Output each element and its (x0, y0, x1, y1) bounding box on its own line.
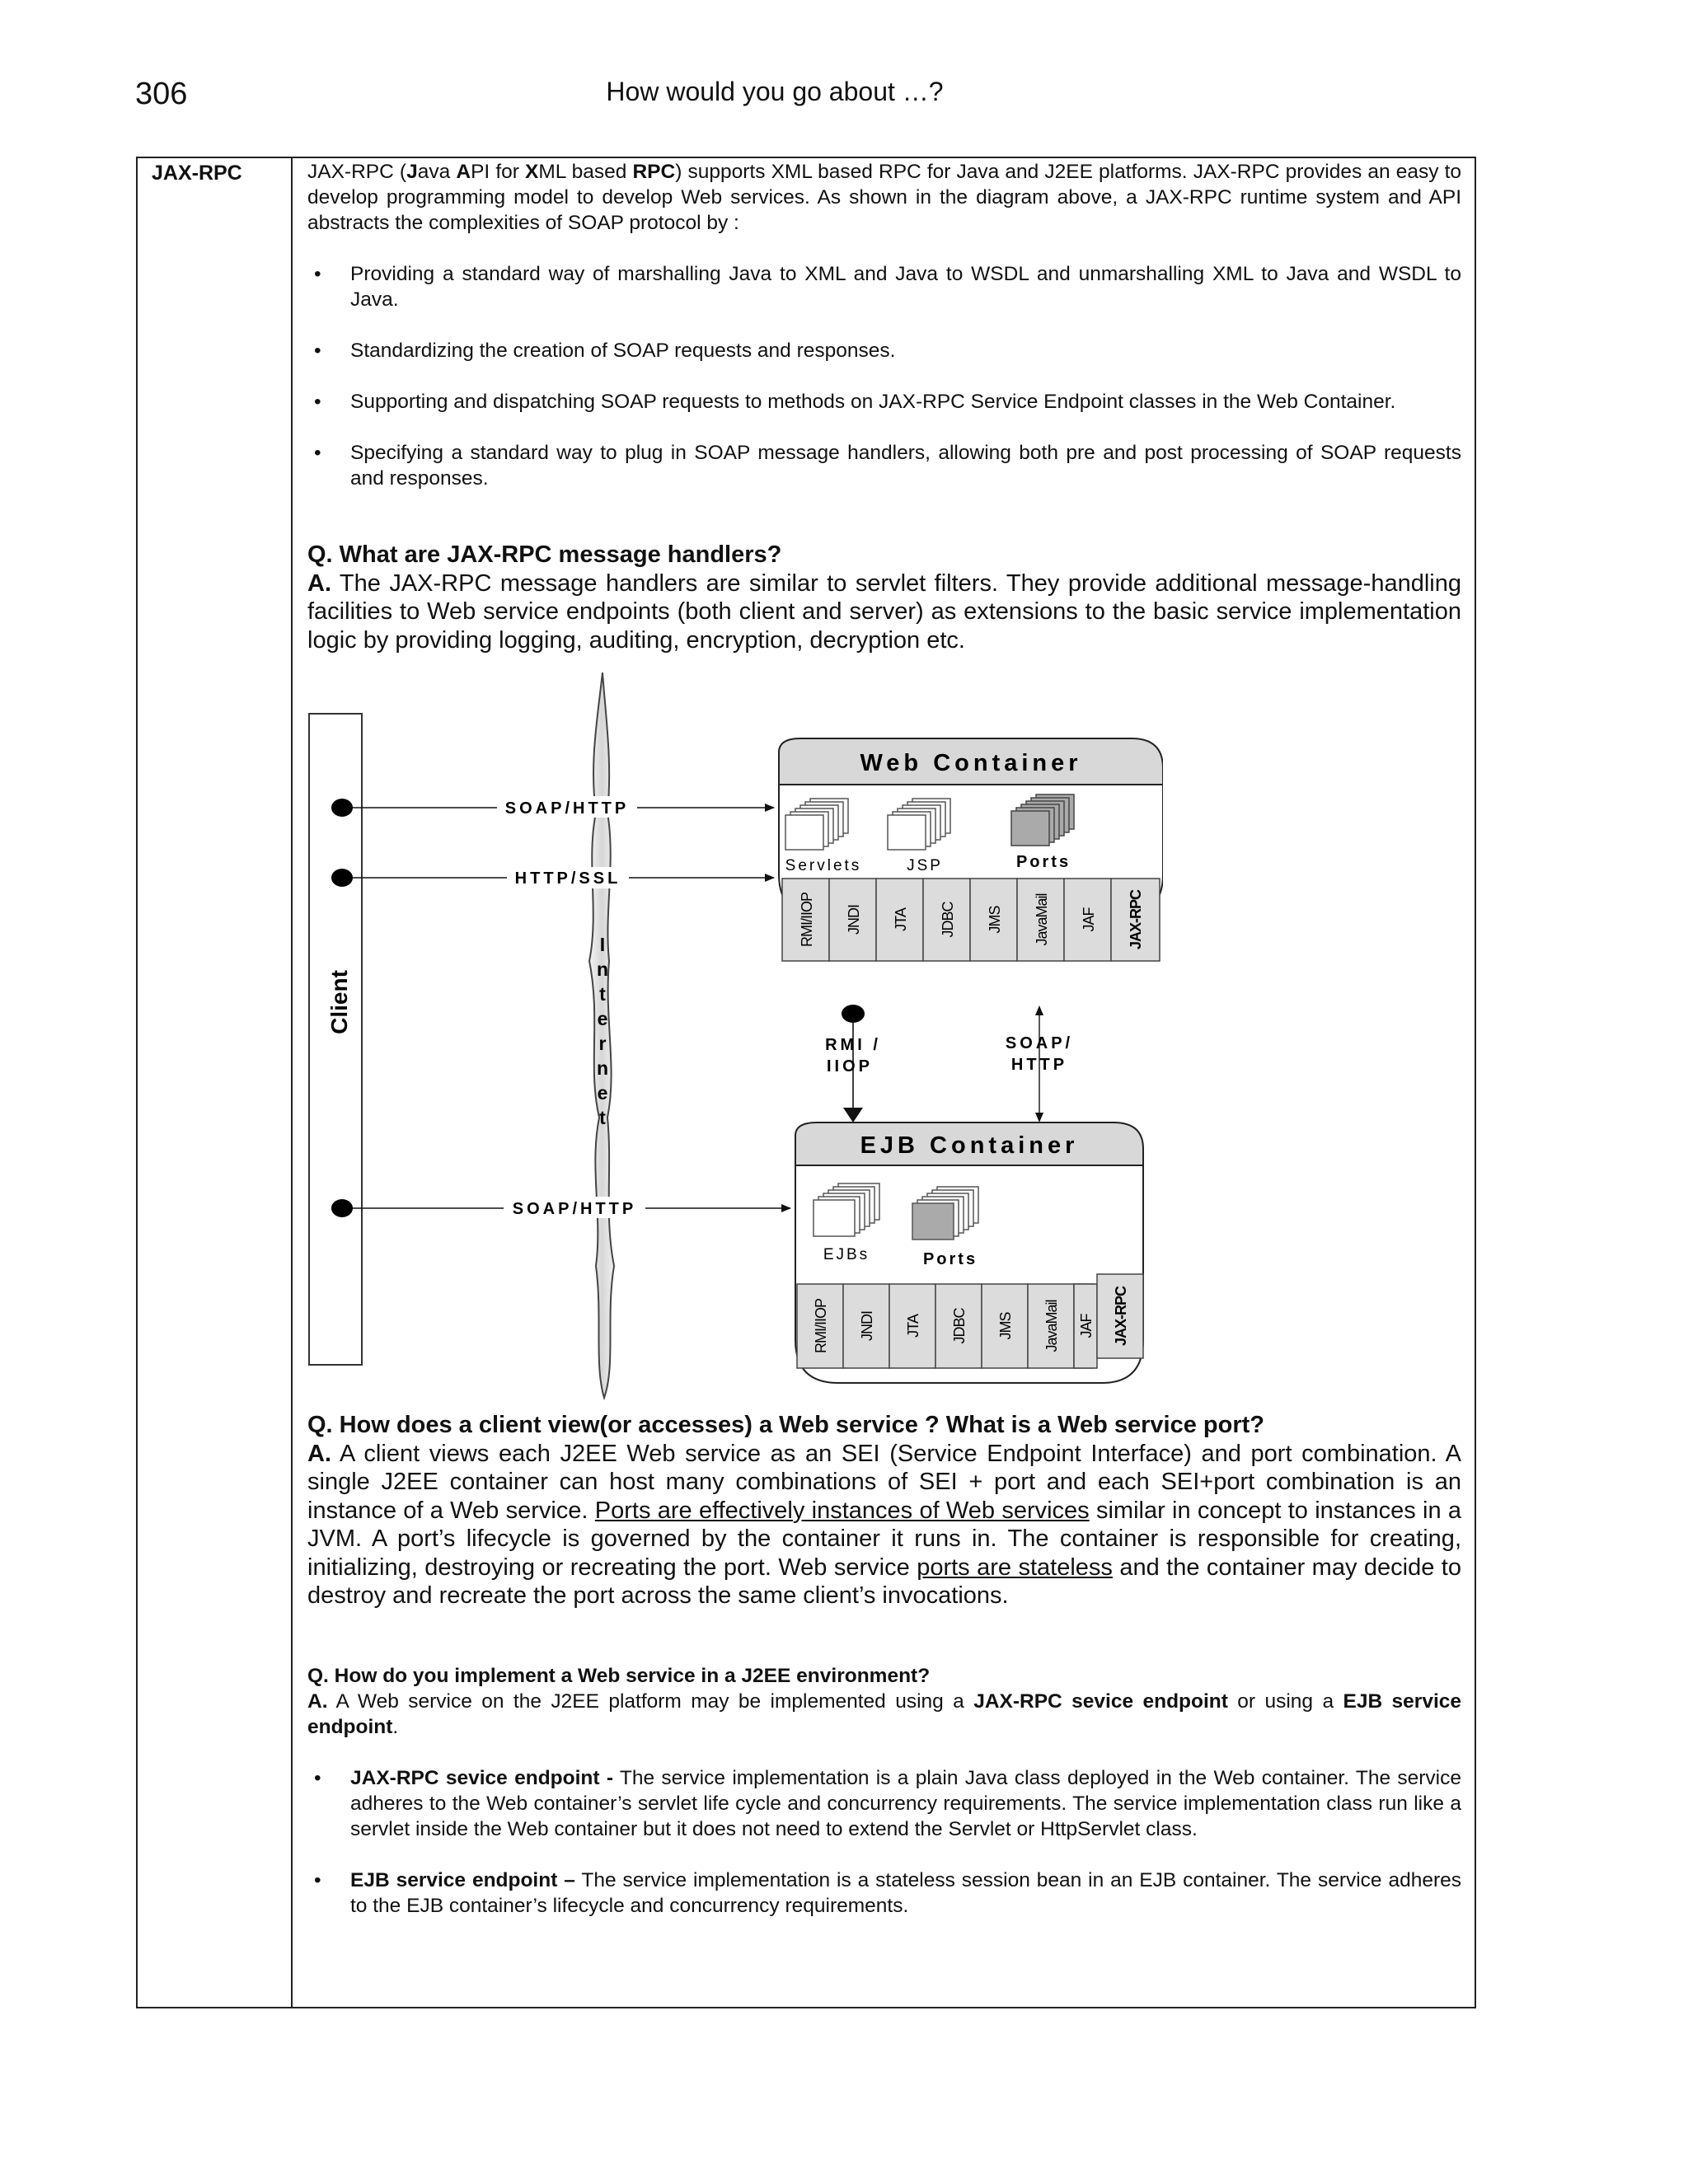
api-label: JMS (997, 1312, 1014, 1340)
list-item: • Providing a standard way of marshalling Java to XML and Java to WSDL and unmarshalling XML to Java and WSDL to Java. (314, 263, 1461, 311)
api-label: JAX-RPC (1113, 1286, 1129, 1347)
internet-letter: n (596, 1057, 609, 1079)
qa-message-handlers (307, 541, 1461, 654)
topic-label: JAX-RPC (152, 162, 242, 185)
api-label: JNDI (859, 1311, 875, 1341)
soap-http-vertical-label: HTTP (1010, 1056, 1068, 1074)
connector-dot (331, 799, 353, 817)
servlets-label: Servlets (785, 857, 862, 874)
api-label: JAX-RPC (1128, 889, 1144, 950)
question-heading: Q. How do you implement a Web service in a J2EE environment? (307, 1664, 931, 1687)
web-api-strip (782, 879, 1160, 961)
internet-letter: r (598, 1033, 607, 1054)
rmi-iiop-label: RMI / (825, 1036, 881, 1054)
web-services-architecture-diagram (306, 673, 1163, 1406)
implementation-bullet-list (307, 1765, 1461, 1919)
intro-bullet-list (307, 261, 1461, 491)
answer-paragraph: A. The JAX-RPC message handlers are similar to servlet filters. They provide additional message-handling facilities to Web service endpoints (both client and server) as extensions to the basic service implementation logic by providing logging, auditing, encryption, decryption etc. (307, 569, 1461, 654)
rmi-iiop-label: IIOP (826, 1057, 874, 1076)
bullet-icon: • (314, 263, 321, 285)
api-label: JavaMail (1034, 893, 1050, 946)
ejb-container (795, 1122, 1143, 1383)
internet-letter: t (599, 983, 606, 1005)
running-head: How would you go about …? (606, 77, 944, 106)
ejb-api-strip (797, 1274, 1143, 1368)
ejb-ports-label: Ports (922, 1250, 978, 1268)
list-item: • EJB service endpoint – The service implementation is a stateless session bean in an EJB container. The service adheres to the EJB container’s lifecycle and concurrency requirements. (314, 1868, 1461, 1917)
connector-dot (331, 1199, 353, 1217)
api-label: JDBC (951, 1308, 968, 1344)
api-label: JMS (987, 906, 1003, 934)
soap-http-label-1: SOAP/HTTP (504, 799, 630, 818)
soap-http-label-2: SOAP/HTTP (512, 1200, 637, 1218)
bullet-icon: • (314, 442, 321, 464)
api-label: JavaMail (1043, 1300, 1060, 1352)
qa-web-service-port (307, 1411, 1461, 1610)
list-item: • JAX-RPC sevice endpoint - The service implementation is a plain Java class deployed in the Web container. The service adheres to the Web container’s servlet life cycle and concurrency requirements. The service implementation class run like a servlet inside the Web container but it does not need to extend the Servlet or HttpServlet class. (314, 1766, 1461, 1840)
api-label: JAF (1078, 1314, 1095, 1338)
list-item: • Supporting and dispatching SOAP requests to methods on JAX-RPC Service Endpoint classes in the Web Container. (314, 391, 1396, 413)
answer-paragraph: A. A Web service on the J2EE platform may be implemented using a JAX-RPC sevice endpoint or using a EJB service endpoint. (307, 1690, 1462, 1738)
intro-paragraph: JAX-RPC (Java API for XML based RPC) supports XML based RPC for Java and J2EE platforms. JAX-RPC provides an easy to develop programming model to develop Web services. As shown in the diagram above, a JAX-RPC runtime system and API abstracts the complexities of SOAP protocol by : (307, 161, 1462, 234)
internet-letter: I (599, 934, 606, 955)
internet-letter: e (597, 1008, 608, 1029)
web-container-title: Web Container (860, 750, 1082, 776)
question-heading: Q. How does a client view(or accesses) a Web service ? What is a Web service port? (307, 1412, 1264, 1438)
list-item: • Standardizing the creation of SOAP requests and responses. (314, 340, 896, 362)
api-label: RMI/IIOP (813, 1298, 829, 1354)
jsp-label: JSP (907, 857, 943, 874)
api-label: JNDI (846, 905, 862, 935)
bullet-icon: • (314, 1766, 321, 1789)
qa-implement-web-service (307, 1663, 1461, 1740)
connector-dot (331, 869, 353, 887)
api-label: JTA (905, 1315, 921, 1338)
internet-letter: t (599, 1107, 606, 1128)
api-label: JAF (1081, 907, 1097, 932)
web-container (779, 738, 1163, 961)
client-label: Client (326, 970, 352, 1034)
internet-letter: e (597, 1082, 608, 1104)
list-item: • Specifying a standard way to plug in SOAP message handlers, allowing both pre and post processing of SOAP requests and responses. (314, 442, 1461, 490)
ports-label: Ports (1015, 853, 1071, 871)
http-ssl-label: HTTP/SSL (514, 869, 621, 888)
question-heading: Q. What are JAX-RPC message handlers? (307, 541, 782, 568)
table-column-divider (291, 157, 293, 2008)
internet-letter: n (596, 958, 609, 980)
answer-paragraph: A. A client views each J2EE Web service as an SEI (Service Endpoint Interface) and port combination. A single J2EE container can host many combinations of SEI + port and each SEI+port combination is an instance of a Web service. Ports are effectively instances of Web services similar in concept to instances in a JVM. A port’s lifecycle is governed by the container it runs in. The container is responsible for creating, initializing, destroying or recreating the port. Web service ports are stateless and the container may decide to destroy and recreate the port across the same client’s invocations. (307, 1440, 1461, 1609)
api-label: RMI/IIOP (799, 892, 815, 948)
page-number: 306 (135, 77, 188, 111)
bullet-icon: • (314, 340, 321, 362)
soap-http-vertical-label: SOAP/ (1005, 1034, 1074, 1052)
bullet-icon: • (314, 1868, 321, 1891)
content-column (307, 159, 1461, 1919)
api-label: JTA (893, 908, 909, 931)
ejbs-label: EJBs (823, 1246, 870, 1263)
api-label: JDBC (940, 902, 956, 938)
bullet-icon: • (314, 391, 321, 413)
ejb-container-title: EJB Container (860, 1132, 1079, 1159)
